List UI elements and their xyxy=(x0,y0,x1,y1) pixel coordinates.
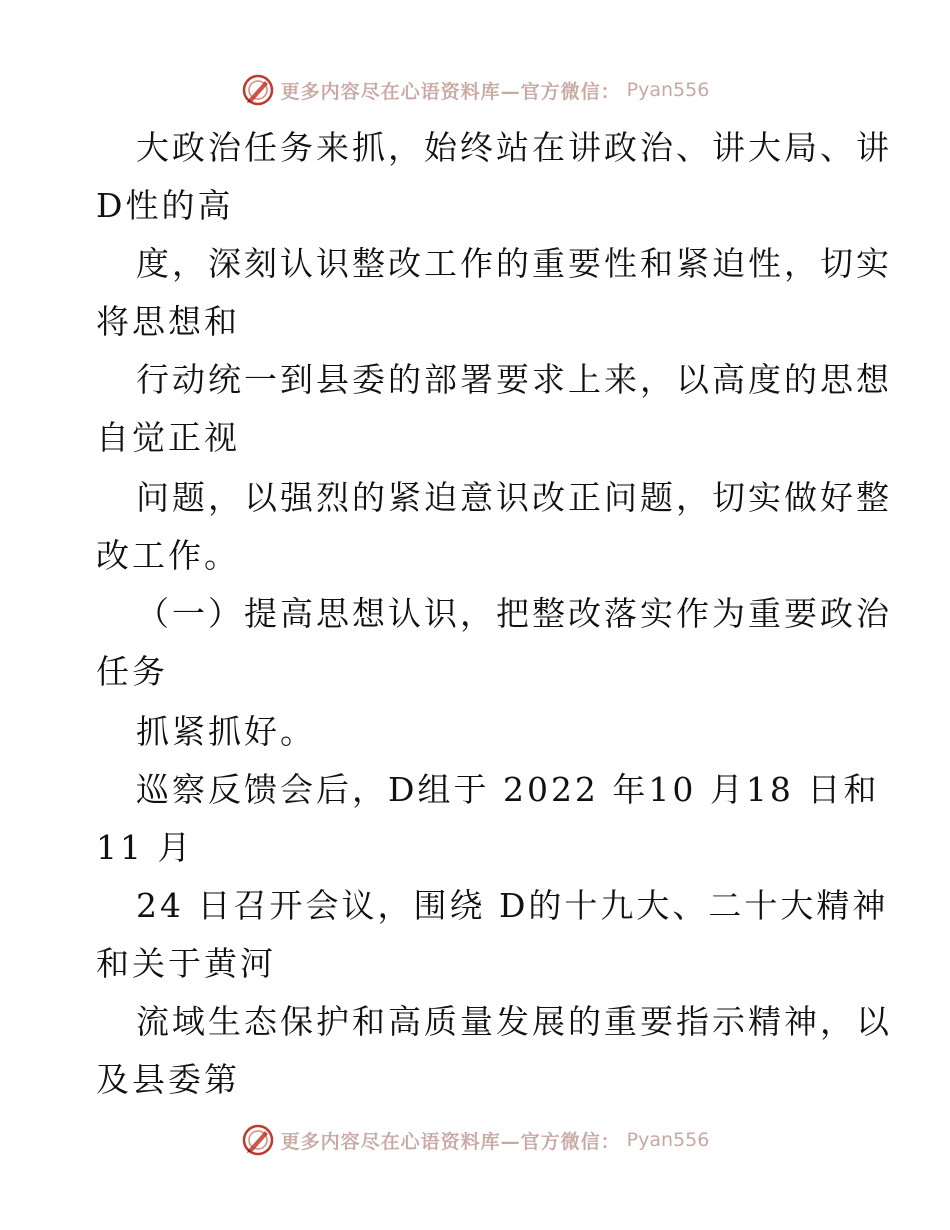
body-line: 巡察反馈会后，D组于 2022 年10 月18 日和 xyxy=(136,770,880,809)
body-line: 及县委第 xyxy=(96,1060,240,1099)
watermark-text: 更多内容尽在心语资料库—官方微信： xyxy=(280,1130,621,1153)
body-line: 将思想和 xyxy=(96,302,240,341)
body-line: 大政治任务来抓，始终站在讲政治、讲大局、讲 xyxy=(136,128,892,167)
body-line: 流域生态保护和高质量发展的重要指示精神，以 xyxy=(136,1002,892,1041)
section-heading: 抓紧抓好。 xyxy=(136,712,316,751)
watermark-contact: Pyan556 xyxy=(626,1129,710,1151)
body-line: 自觉正视 xyxy=(96,418,240,457)
section-heading: 任务 xyxy=(96,652,168,691)
header-watermark xyxy=(0,70,950,110)
quill-logo-icon xyxy=(241,73,275,107)
body-line: D性的高 xyxy=(96,186,234,225)
body-line: 改工作。 xyxy=(96,536,240,575)
footer-watermark xyxy=(0,1120,950,1160)
body-line: 度，深刻认识整改工作的重要性和紧迫性，切实 xyxy=(136,244,892,283)
watermark-text: 更多内容尽在心语资料库—官方微信： xyxy=(280,80,621,103)
quill-logo-icon xyxy=(241,1123,275,1157)
section-heading: （一）提高思想认识，把整改落实作为重要政治 xyxy=(136,594,892,633)
body-line: 行动统一到县委的部署要求上来，以高度的思想 xyxy=(136,360,892,399)
watermark-contact: Pyan556 xyxy=(626,79,710,101)
body-line: 11 月 xyxy=(96,828,194,867)
body-line: 24 日召开会议，围绕 D的十九大、二十大精神 xyxy=(136,886,889,925)
body-line: 问题，以强烈的紧迫意识改正问题，切实做好整 xyxy=(136,478,892,517)
body-line: 和关于黄河 xyxy=(96,944,276,983)
